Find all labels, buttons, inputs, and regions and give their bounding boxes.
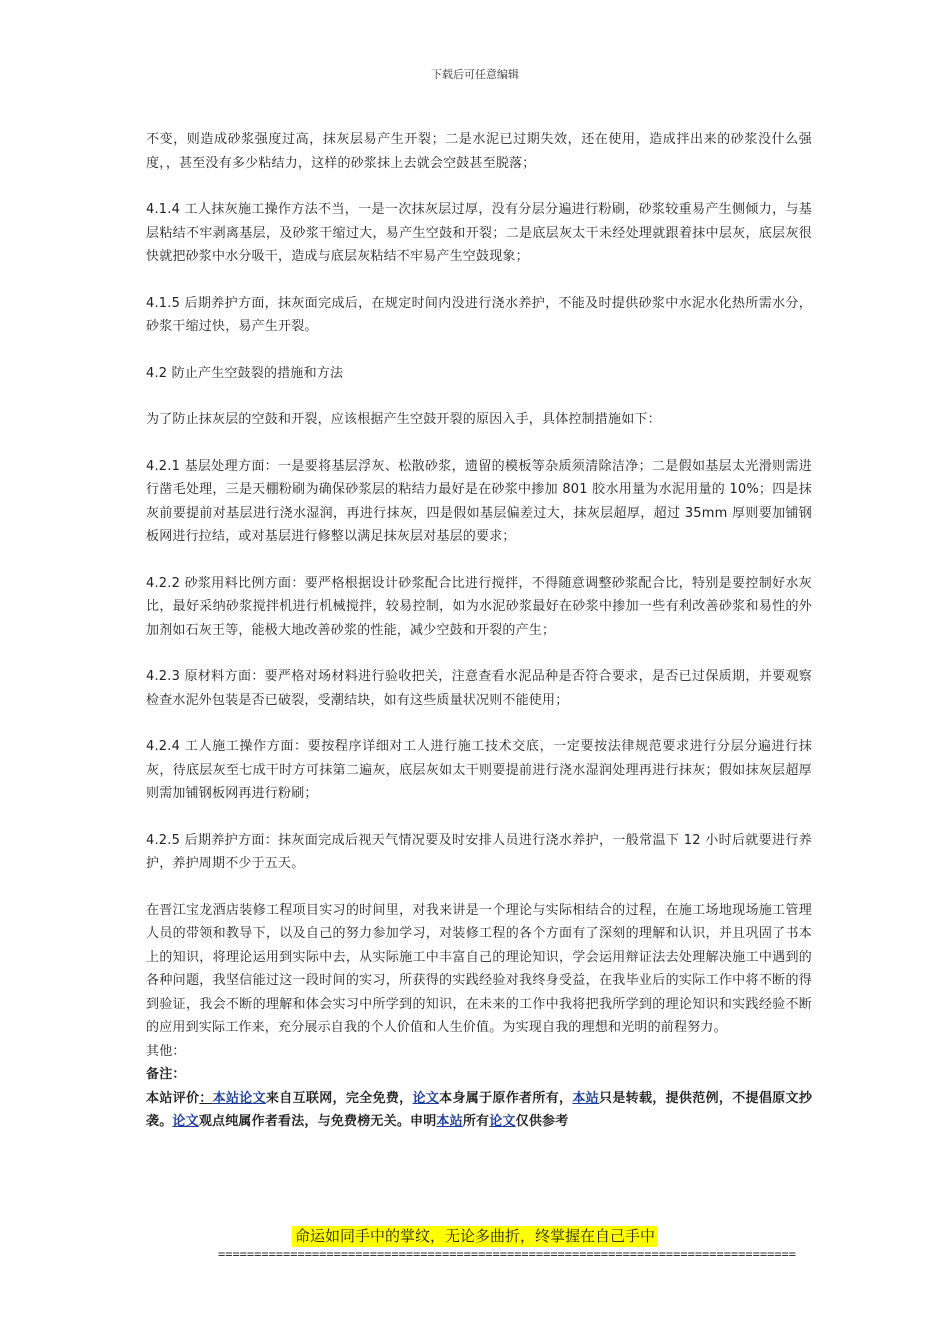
footer-note-part: 所有 [462,1114,490,1129]
site-paper-link[interactable]: 本站论文 [212,1090,266,1106]
page-header: 下载后可任意编辑 [431,68,519,81]
paragraph-4-2-1: 4.2.1 基层处理方面：一是要将基层浮灰、松散砂浆，遗留的模板等杂质须清除洁净；二是假如基层太光滑则需进行凿毛处理，三是天棚粉刷为确保砂浆层的粘结力最好是在砂浆中掺加 801 胶水用量为水泥用量的 10%；四是抹灰前要提前对基层进行浇水湿润，再进行抹灰，四是假如基层偏差过大，抹灰层超厚，超过 35mm 厚则要加铺钢板网进行拉结，或对基层进行修整以满足抹灰层对基层的要求； [146,458,812,544]
separator-line: ================================================================================ [218,1247,796,1261]
paragraph-4-1-4: 4.1.4 工人抹灰施工操作方法不当，一是一次抹灰层过厚，没有分层分遍进行粉刷，砂浆较重易产生侧倾力，与基层粘结不牢剥离基层，及砂浆干缩过大，易产生空鼓和开裂；二是底层灰太干未经处理就跟着抹中层灰，底层灰很快就把砂浆中水分吸干，造成与底层灰粘结不牢易产生空鼓现象； [146,202,812,264]
paragraph-4-2-3: 4.2.3 原材料方面：要严格对场材料进行验收把关，注意查看水泥品种是否符合要求，是否已过保质期，并要观察检查水泥外包装是否已破裂，受潮结块，如有这些质量状况则不能使用； [146,669,812,708]
footer-note [146,1087,812,1134]
paragraph-4-1-5: 4.1.5 后期养护方面，抹灰面完成后，在规定时间内没进行浇水养护，不能及时提供砂浆中水泥水化热所需水分，砂浆干缩过快，易产生开裂。 [146,295,812,334]
footer-note-part: 仅供参考 [515,1114,569,1129]
site-link[interactable]: 本站 [436,1114,463,1129]
site-link[interactable]: 本站 [572,1090,599,1106]
section-heading-4-2: 4.2 防止产生空鼓裂的措施和方法 [146,365,344,381]
paragraph-intro-measures: 为了防止抹灰层的空鼓和开裂，应该根据产生空鼓开裂的原因入手，具体控制措施如下： [146,412,661,427]
paragraph-4-2-5: 4.2.5 后期养护方面：抹灰面完成后视天气情况要及时安排人员进行浇水养护，一般常温下 12 小时后就要进行养护，养护周期不少于五天。 [146,832,812,871]
footer-note-part: 观点纯属作者看法，与免费榜无关。申明 [198,1114,437,1129]
paragraph-conclusion: 在晋江宝龙酒店装修工程项目实习的时间里，对我来讲是一个理论与实际相结合的过程，在施工场地现场施工管理人员的带领和教导下，以及自己的努力参加学习，对装修工程的各个方面有了深刻的理解和认识，并且巩固了书本上的知识，将理论运用到实际中去，从实际施工中丰富自己的理论知识，学会运用辩证法去处理解决施工中遇到的各种问题，我坚信能过这一段时间的实习，所获得的实践经验对我终身受益，在我毕业后的实际工作中将不断的得到验证，我会不断的理解和体会实习中所学到的知识，在未来的工作中我将把我所学到的理论知识和实践经验不断的应用到实际工作来，充分展示自我的个人价值和人生价值。为实现自我的理想和光明的前程努力。 [146,902,812,1035]
motto-banner [0,1226,950,1247]
paper-link[interactable]: 论文 [172,1114,199,1129]
paragraph-4-2-4: 4.2.4 工人施工操作方面：要按程序详细对工人进行施工技术交底，一定要按法律规范要求进行分层分遍进行抹灰，待底层灰至七成干时方可抹第二遍灰，底层灰如太干则要提前进行浇水湿润处理再进行抹灰；假如抹灰层超厚则需加铺钢板网再进行粉刷； [146,739,812,801]
footer-note-part: 本站评价 [146,1090,200,1106]
footer-note-part: 本身属于原作者所有， [439,1090,573,1106]
paragraph-continuation: 不变，则造成砂浆强度过高，抹灰层易产生开裂；二是水泥已过期失效，还在使用，造成拌出来的砂浆没什么强度，，甚至没有多少粘结力，这样的砂浆抹上去就会空鼓甚至脱落； [146,132,812,171]
document-body [146,128,812,1134]
remark-label: 备注： [146,1067,186,1082]
footer-note-part: ： [199,1090,213,1106]
footer-note-part: 来自互联网，完全免费， [265,1090,413,1106]
paper-link[interactable]: 论文 [412,1090,440,1106]
paragraph-4-2-2: 4.2.2 砂浆用料比例方面：要严格根据设计砂浆配合比进行搅拌，不得随意调整砂浆配合比，特别是要控制好水灰比，最好采纳砂浆搅拌机进行机械搅拌，较易控制，如为水泥砂浆最好在砂浆中掺加一些有利改善砂浆和易性的外加剂如石灰王等，能极大地改善砂浆的性能，减少空鼓和开裂的产生； [146,575,812,638]
footer-note-part: 只是转载，提供范例，不提倡原文抄袭。 [146,1090,813,1129]
paper-link[interactable]: 论文 [489,1114,516,1129]
motto-text: 命运如同手中的掌纹，无论多曲折，终掌握在自己手中 [292,1226,658,1247]
other-label: 其他： [146,1043,186,1059]
